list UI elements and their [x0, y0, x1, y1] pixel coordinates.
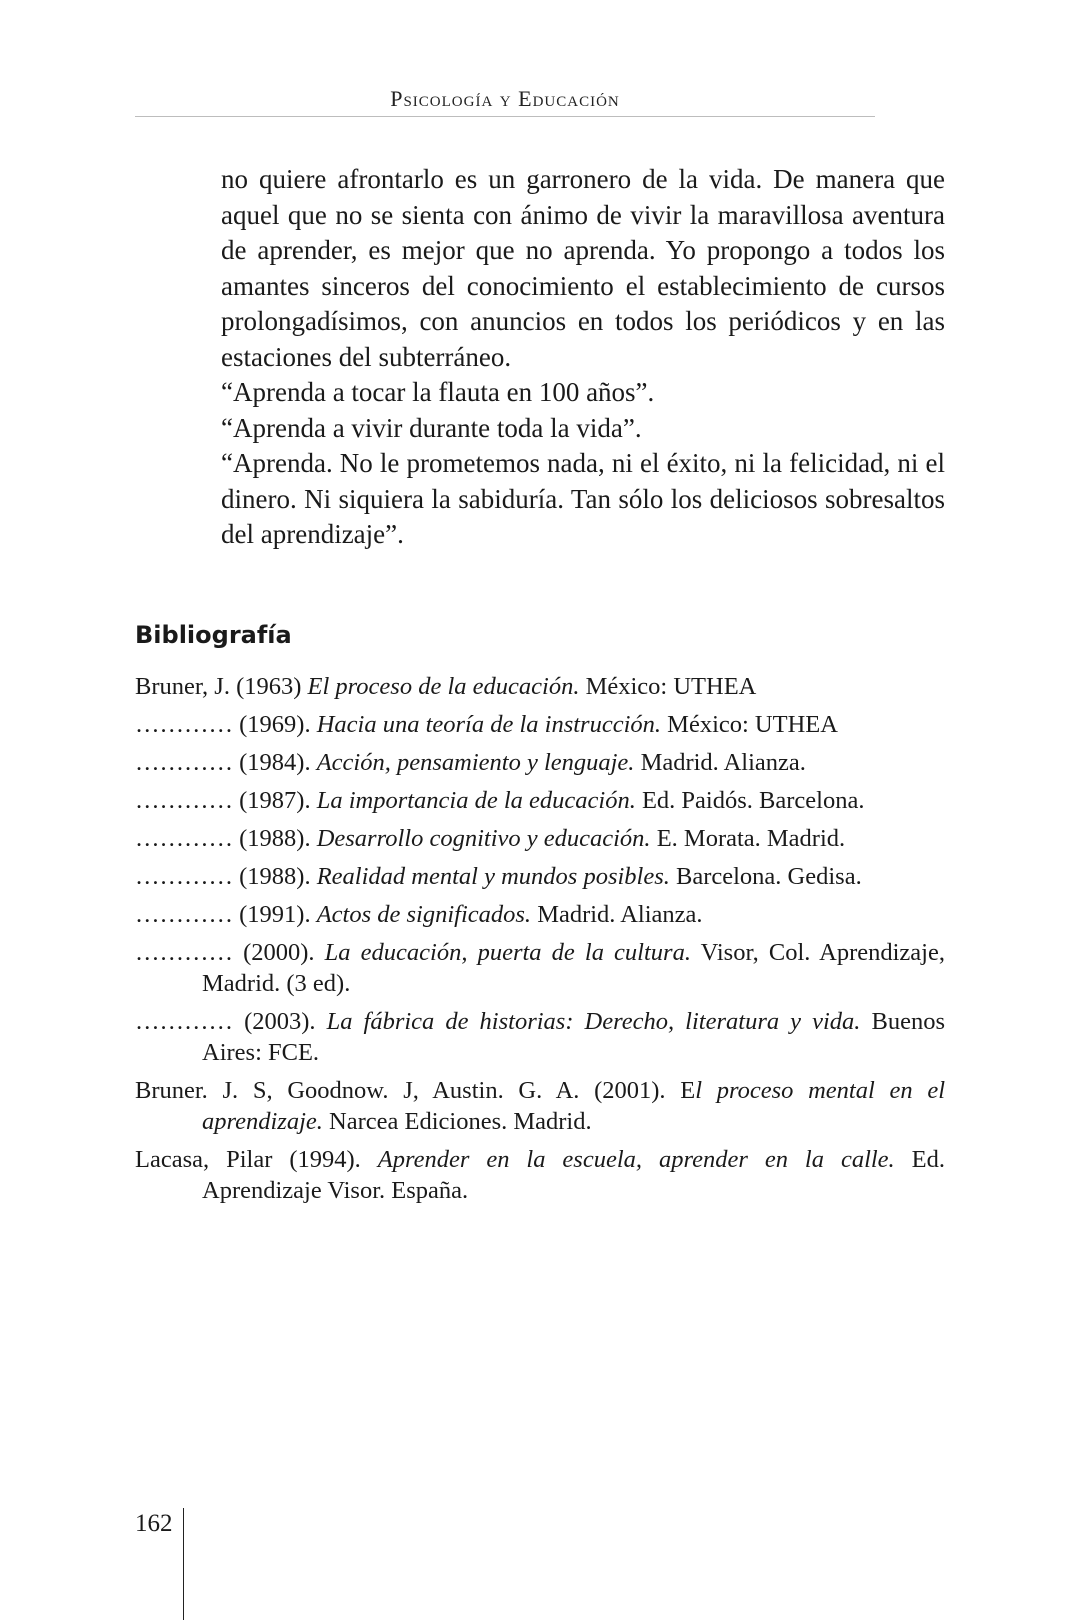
entry-title: Realidad mental y mundos posibles. — [316, 863, 670, 890]
entry-publisher: México: UTHEA — [579, 673, 757, 700]
entry-author: ………… (2003). — [135, 1008, 327, 1035]
entry-title: Aprender en la escuela, aprender en la calle. — [377, 1146, 895, 1173]
entry-author: ………… (1988). — [135, 863, 317, 890]
quote-line: “Aprenda a tocar la flauta en 100 años”. — [221, 377, 655, 407]
entry-publisher: Narcea Ediciones. Madrid. — [322, 1108, 592, 1135]
entry-author: Bruner, J. (1963) — [135, 673, 308, 700]
bibliography-list — [135, 671, 945, 1213]
bibliography-entry — [135, 1006, 945, 1068]
entry-title: l proceso mental en el aprendizaje. — [202, 1077, 945, 1135]
bibliography-title: Bibliografía — [135, 621, 292, 649]
entry-publisher: México: UTHEA — [661, 711, 838, 738]
entry-publisher: Barcelona. Gedisa. — [669, 863, 862, 890]
bibliography-entry — [135, 823, 945, 854]
bibliography-entry — [135, 899, 945, 930]
entry-publisher: Madrid. Alianza. — [531, 901, 703, 928]
bibliography-entry — [135, 1144, 945, 1206]
entry-publisher: Ed. Aprendizaje Visor. España. — [202, 1146, 945, 1204]
bibliography-entry — [135, 785, 945, 816]
entry-author: Bruner. J. S, Goodnow. J, Austin. G. A. (2001). E — [135, 1077, 696, 1104]
entry-publisher: E. Morata. Madrid. — [650, 825, 846, 852]
entry-title: La educación, puerta de la cultura. — [324, 939, 691, 966]
quote-line: “Aprenda a vivir durante toda la vida”. — [221, 412, 642, 443]
entry-author: ………… (1987). — [135, 787, 317, 814]
entry-publisher: Ed. Paidós. Barcelona. — [635, 787, 865, 814]
entry-title: Acción, pensamiento y lenguaje. — [316, 749, 635, 776]
entry-author: ………… (1969). — [135, 711, 317, 738]
header-rule — [135, 116, 875, 117]
bibliography-entry — [135, 1075, 945, 1137]
quote-line: “Aprenda. No le prometemos nada, ni el éxito, ni la felicidad, ni el dinero. Ni siquiera la sabiduría. Tan sólo los deliciosos sobresaltos del aprendizaje”. — [221, 448, 945, 549]
page-number-rule — [183, 1508, 184, 1620]
entry-author: ………… (1984). — [135, 749, 317, 776]
bibliography-entry — [135, 937, 945, 999]
entry-author: ………… (2000). — [135, 939, 325, 966]
entry-publisher: Buenos Aires: FCE. — [202, 1008, 945, 1066]
bibliography-entry — [135, 861, 945, 892]
running-head: Psicología y Educación — [390, 86, 620, 111]
entry-author: Lacasa, Pilar (1994). — [135, 1146, 378, 1173]
entry-author: ………… (1988). — [135, 825, 317, 852]
bibliography-entry — [135, 709, 945, 740]
entry-author: ………… (1991). — [135, 901, 317, 928]
entry-title: Desarrollo cognitivo y educación. — [316, 825, 651, 852]
entry-title: La importancia de la educación. — [316, 787, 636, 814]
body-text — [221, 162, 945, 553]
entry-publisher: Visor, Col. Aprendizaje, Madrid. (3 ed). — [202, 939, 945, 997]
entry-title: La fábrica de historias: Derecho, literatura y vida. — [326, 1008, 861, 1035]
entry-publisher: Madrid. Alianza. — [634, 749, 806, 776]
body-paragraph: no quiere afrontarlo es un garronero de la vida. De manera que aquel que no se sienta con ánimo de vivir la maravillosa aventura de aprender, es mejor que no aprenda. Yo propongo a todos los amantes sinceros del conocimiento el establecimiento de cursos prolongadísimos, con anuncios en todos los periódicos y en las estaciones del subterráneo. — [221, 164, 945, 372]
page-number: 162 — [135, 1510, 173, 1537]
entry-title: Hacia una teoría de la instrucción. — [316, 711, 662, 738]
bibliography-entry — [135, 747, 945, 778]
bibliography-entry — [135, 671, 945, 702]
entry-title: Actos de significados. — [316, 901, 532, 928]
entry-title: El proceso de la educación. — [307, 673, 580, 700]
